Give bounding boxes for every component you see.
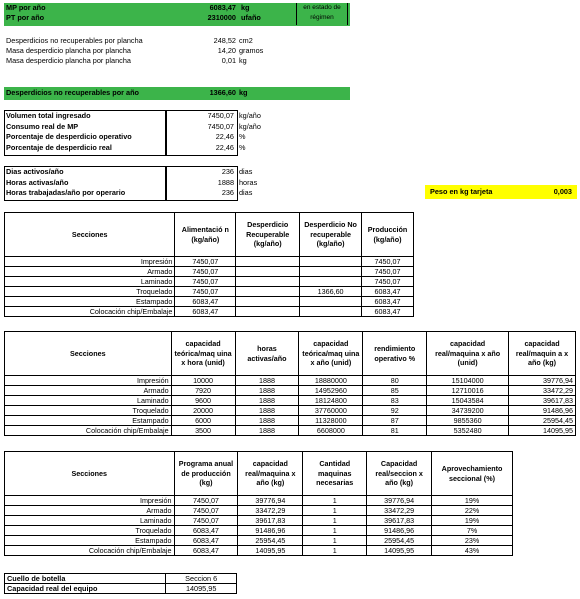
table-cell: 5352480 — [427, 426, 509, 436]
table-cell — [236, 287, 300, 297]
vol-r3-label: Porcentaje de desperdicio operativo — [6, 132, 132, 141]
table-cell: Colocación chip/Embalaje — [5, 546, 175, 556]
table-cell — [236, 307, 300, 317]
table-cell: 6083,47 — [175, 307, 236, 317]
table-header-cell: capacidad real/maquina x año (kg) — [238, 452, 303, 496]
table-cell: 15104000 — [427, 376, 509, 386]
table-cell: 1 — [303, 496, 367, 506]
table-cell: 1 — [303, 516, 367, 526]
table-header-cell: Secciones — [5, 213, 175, 257]
table-row — [5, 526, 513, 536]
table-cell: 14095,95 — [367, 546, 432, 556]
desp-r1-value: 248,52 — [213, 36, 236, 45]
table-cell: 37760000 — [299, 406, 363, 416]
table-cell: 91486,96 — [509, 406, 576, 416]
table-cell: Troquelado — [5, 406, 172, 416]
table-cell: 19% — [432, 496, 513, 506]
card-weight-label: Peso en kg tarjeta — [430, 187, 493, 196]
table-header-cell: capacidad real/maquina x año (unid) — [427, 332, 509, 376]
desp-r2-label: Masa desperdicio plancha por plancha — [6, 46, 131, 55]
table-cell: 10000 — [171, 376, 235, 386]
table-cell: 19% — [432, 516, 513, 526]
real-capacity-value: 14095,95 — [166, 584, 237, 594]
vol-r2-label: Consumo real de MP — [6, 121, 79, 131]
vol-r3-unit: % — [239, 132, 246, 141]
table-cell: 7920 — [171, 386, 235, 396]
table-cell: 25954,45 — [367, 536, 432, 546]
table-row — [5, 307, 414, 317]
table-cell: 91486,96 — [238, 526, 303, 536]
table-cell: Impresión — [5, 496, 175, 506]
table-header-row — [5, 452, 513, 496]
table-row — [5, 546, 513, 556]
table-cell: Armado — [5, 386, 172, 396]
table-row — [5, 496, 513, 506]
state-note-line-2: régimen — [310, 14, 334, 21]
table-cell — [236, 277, 300, 287]
table-cell: 33472,29 — [238, 506, 303, 516]
table-cell: 6000 — [171, 416, 235, 426]
bottleneck-label: Cuello de botella — [5, 574, 166, 584]
table-cell: 83 — [363, 396, 427, 406]
table-row — [5, 426, 576, 436]
desp-r1-label: Desperdicios no recuperables por plancha — [6, 36, 143, 45]
table-row — [5, 257, 414, 267]
table-cell: Laminado — [5, 516, 175, 526]
desp-r1-unit: cm2 — [239, 36, 253, 45]
table-header-cell: Desperdicio No recuperable (kg/año) — [300, 213, 362, 257]
table-header-cell: capacidad teórica/maq uina x año (unid) — [299, 332, 363, 376]
table-cell: Troquelado — [5, 526, 175, 536]
table-row — [5, 287, 414, 297]
table-header-row — [5, 213, 414, 257]
table-cell: Laminado — [5, 396, 172, 406]
table-cell: 1888 — [235, 396, 299, 406]
table-row — [5, 416, 576, 426]
vol-r4-unit: % — [239, 142, 246, 152]
table-cell: 7450,07 — [362, 267, 414, 277]
desp-r3-value: 0,01 — [221, 56, 236, 65]
table-cell: Impresión — [5, 376, 172, 386]
table-cell — [236, 257, 300, 267]
table-header-cell: Secciones — [5, 332, 172, 376]
table-cell: 7450,07 — [362, 257, 414, 267]
table-row — [5, 506, 513, 516]
mp-label: MP por año — [6, 3, 46, 12]
table-cell: Colocación chip/Embalaje — [5, 307, 175, 317]
table-cell: 43% — [432, 546, 513, 556]
table-header-cell: Programa anual de producción (kg) — [174, 452, 238, 496]
table-cell: 6083,47 — [175, 297, 236, 307]
table-cell: 7450,07 — [175, 287, 236, 297]
table-cell — [300, 257, 362, 267]
table-row — [5, 267, 414, 277]
table-cell: Laminado — [5, 277, 175, 287]
table-header-cell: Capacidad real/seccion x año (kg) — [367, 452, 432, 496]
table-header-cell: Secciones — [5, 452, 175, 496]
state-note-line-1: en estado de — [303, 4, 341, 11]
table-header-cell: Aprovechamiento seccional (%) — [432, 452, 513, 496]
table-cell: 1 — [303, 506, 367, 516]
table-cell: 14095,95 — [238, 546, 303, 556]
table-cell: 9855360 — [427, 416, 509, 426]
pt-label: PT por año — [6, 13, 45, 22]
vol-r1-unit: kg/año — [239, 111, 261, 120]
nr-waste-value: 1366,60 — [209, 88, 236, 97]
table-header-cell: Producción (kg/año) — [362, 213, 414, 257]
table-cell: 18880000 — [299, 376, 363, 386]
pt-value: 2310000 — [207, 13, 236, 22]
table-cell: 7450,07 — [175, 277, 236, 287]
days-r1-value: 236 — [221, 167, 234, 176]
table-cell: 39776,94 — [367, 496, 432, 506]
table-cell: 33472,29 — [509, 386, 576, 396]
table-cell: 23% — [432, 536, 513, 546]
table-cell: 1366,60 — [300, 287, 362, 297]
vol-r2-value: 7450,07 — [207, 121, 234, 131]
table-cell: 1888 — [235, 416, 299, 426]
table-cell: 25954,45 — [238, 536, 303, 546]
table-cell: 1888 — [235, 426, 299, 436]
table-cell: 39617,83 — [509, 396, 576, 406]
table-cell — [300, 267, 362, 277]
table-cell: 6083,47 — [362, 307, 414, 317]
table-cell: 7450,07 — [175, 257, 236, 267]
vol-r2-unit: kg/año — [239, 121, 261, 131]
table-cell: 9600 — [171, 396, 235, 406]
desp-r3-label: Masa desperdicio plancha por plancha — [6, 56, 131, 65]
table-cell — [236, 297, 300, 307]
bottleneck-value: Seccion 6 — [166, 574, 237, 584]
table-cell: 91486,96 — [367, 526, 432, 536]
table-cell: 39617,83 — [367, 516, 432, 526]
real-capacity-label: Capacidad real del equipo — [5, 584, 166, 594]
table-cell: 7450,07 — [175, 267, 236, 277]
table-cell: 18124800 — [299, 396, 363, 406]
vol-r1-label: Volumen total ingresado — [6, 111, 91, 120]
vol-r4-value: 22,46 — [215, 142, 234, 152]
table-header-cell: Cantidad maquinas necesarias — [303, 452, 367, 496]
table-header-cell: Desperdicio Recuperable (kg/año) — [236, 213, 300, 257]
desp-r3-unit: kg — [239, 56, 247, 65]
state-note — [296, 3, 348, 25]
table-header-row — [5, 332, 576, 376]
table-row — [5, 376, 576, 386]
table-cell: 22% — [432, 506, 513, 516]
table-cell: 1 — [303, 526, 367, 536]
table-cell: 14952960 — [299, 386, 363, 396]
table-cell: 81 — [363, 426, 427, 436]
table-row — [5, 297, 414, 307]
table-row — [5, 277, 414, 287]
table-cell — [236, 267, 300, 277]
table-row — [5, 406, 576, 416]
table-cell: 3500 — [171, 426, 235, 436]
table-cell: Armado — [5, 506, 175, 516]
table-cell: 92 — [363, 406, 427, 416]
table-cell: Impresión — [5, 257, 175, 267]
table-header-cell: capacidad real/maquin a x año (kg) — [509, 332, 576, 376]
days-r1-unit: dias — [239, 167, 253, 176]
table-cell: 1888 — [235, 406, 299, 416]
desp-r2-value: 14,20 — [217, 46, 236, 55]
table-cell: 34739200 — [427, 406, 509, 416]
table-cell: 6083,47 — [362, 287, 414, 297]
table-cell: 33472,29 — [367, 506, 432, 516]
table-cell: 25954,45 — [509, 416, 576, 426]
table-cell: Colocación chip/Embalaje — [5, 426, 172, 436]
table-cell: Estampado — [5, 297, 175, 307]
production-table — [4, 212, 414, 317]
days-r1-label: Dias activos/año — [6, 167, 64, 176]
table-cell: 11328000 — [299, 416, 363, 426]
card-weight-value: 0,003 — [553, 187, 572, 196]
table-cell: 1888 — [235, 386, 299, 396]
table-header-cell: rendimiento operativo % — [363, 332, 427, 376]
table-cell: 6083,47 — [174, 546, 238, 556]
table-header-cell: Alimentació n (kg/año) — [175, 213, 236, 257]
table-cell: 7450,07 — [174, 506, 238, 516]
table-cell: 80 — [363, 376, 427, 386]
table-cell: 1 — [303, 536, 367, 546]
table-row — [5, 584, 237, 594]
nr-waste-label: Desperdicios no recuperables por año — [6, 88, 140, 97]
desp-r2-unit: gramos — [239, 46, 264, 55]
table-cell: 6083,47 — [174, 536, 238, 546]
table-row — [5, 396, 576, 406]
vol-r4-label: Porcentaje de desperdicio real — [6, 142, 112, 152]
table-cell: 1888 — [235, 376, 299, 386]
days-r3-unit: dias — [239, 188, 253, 197]
table-cell: 7% — [432, 526, 513, 536]
table-header-cell: capacidad teórica/maq uina x hora (unid) — [171, 332, 235, 376]
table-cell: 6083,47 — [362, 297, 414, 307]
mp-value: 6083,47 — [209, 3, 236, 12]
capacity-table — [4, 331, 576, 436]
table-cell: Troquelado — [5, 287, 175, 297]
table-cell — [300, 277, 362, 287]
table-row — [5, 516, 513, 526]
table-cell: 15043584 — [427, 396, 509, 406]
days-r3-value: 236 — [221, 188, 234, 197]
table-cell — [300, 297, 362, 307]
table-cell: 39776,94 — [509, 376, 576, 386]
days-r2-unit: horas — [239, 177, 258, 187]
table-header-cell: horas activas/año — [235, 332, 299, 376]
table-row — [5, 386, 576, 396]
table-cell: 39776,94 — [238, 496, 303, 506]
table-cell: Estampado — [5, 416, 172, 426]
table-cell: 87 — [363, 416, 427, 426]
bottleneck-table — [4, 573, 237, 594]
table-cell: 1 — [303, 546, 367, 556]
days-r3-label: Horas trabajadas/año por operario — [6, 188, 126, 197]
table-cell: 14095,95 — [509, 426, 576, 436]
utilization-table — [4, 451, 513, 556]
table-cell — [300, 307, 362, 317]
table-cell: 6608000 — [299, 426, 363, 436]
table-row — [5, 574, 237, 584]
mp-unit: kg — [241, 3, 250, 12]
table-cell: Estampado — [5, 536, 175, 546]
pt-unit: ufaño — [241, 13, 261, 22]
days-r2-value: 1888 — [217, 177, 234, 187]
table-cell: 12710016 — [427, 386, 509, 396]
days-r2-label: Horas activas/año — [6, 177, 69, 187]
table-cell: 7450,07 — [362, 277, 414, 287]
nr-waste-unit: kg — [239, 88, 248, 97]
table-cell: 85 — [363, 386, 427, 396]
table-cell: Armado — [5, 267, 175, 277]
table-cell: 7450,07 — [174, 496, 238, 506]
table-cell: 7450,07 — [174, 516, 238, 526]
vol-r3-value: 22,46 — [215, 132, 234, 141]
table-cell: 6083,47 — [174, 526, 238, 536]
table-cell: 20000 — [171, 406, 235, 416]
vol-r1-value: 7450,07 — [207, 111, 234, 120]
table-row — [5, 536, 513, 546]
table-cell: 39617,83 — [238, 516, 303, 526]
